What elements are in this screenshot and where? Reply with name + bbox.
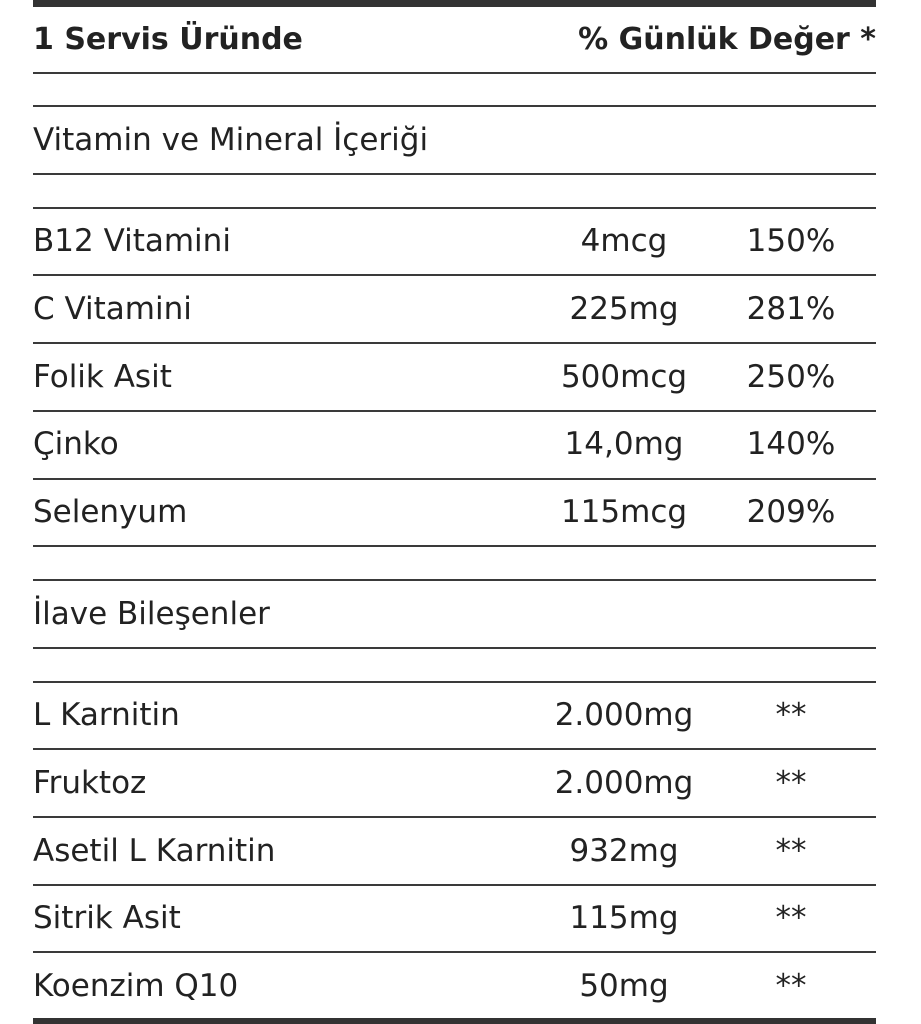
divider [33, 951, 876, 953]
ingredient-amount: 225mg [569, 291, 679, 327]
ingredient-amount: 932mg [569, 833, 679, 869]
ingredient-name: B12 Vitamini [33, 223, 231, 259]
divider [33, 274, 876, 276]
ingredient-name: Asetil L Karnitin [33, 833, 276, 869]
table-row [33, 347, 876, 407]
ingredient-name: Selenyum [33, 494, 188, 530]
ingredient-daily-value: ** [775, 833, 807, 869]
ingredient-daily-value: ** [775, 900, 807, 936]
ingredient-daily-value: ** [775, 968, 807, 1004]
divider [33, 579, 876, 581]
section-title-vitamins [33, 110, 876, 170]
ingredient-amount: 2.000mg [554, 765, 694, 801]
ingredient-daily-value: 209% [746, 494, 836, 530]
table-row [33, 414, 876, 474]
ingredient-amount: 14,0mg [564, 426, 684, 462]
table-row [33, 821, 876, 881]
ingredient-name: Fruktoz [33, 765, 147, 801]
ingredient-name: Sitrik Asit [33, 900, 181, 936]
section-title: Vitamin ve Mineral İçeriği [33, 122, 429, 158]
table-row [33, 956, 876, 1016]
divider [33, 207, 876, 209]
divider [33, 884, 876, 886]
divider [33, 173, 876, 175]
ingredient-amount: 500mcg [560, 359, 688, 395]
section-title-additional [33, 584, 876, 644]
ingredient-daily-value: 150% [746, 223, 836, 259]
ingredient-name: Folik Asit [33, 359, 172, 395]
supplement-facts-table [33, 0, 876, 1024]
bottom-bar [33, 1018, 876, 1024]
table-row [33, 685, 876, 745]
ingredient-name: L Karnitin [33, 697, 180, 733]
table-row [33, 753, 876, 813]
ingredient-daily-value: ** [775, 765, 807, 801]
divider [33, 748, 876, 750]
table-row [33, 888, 876, 948]
ingredient-amount: 115mg [569, 900, 679, 936]
divider [33, 410, 876, 412]
header-daily-value: % Günlük Değer * [578, 22, 876, 57]
divider [33, 478, 876, 480]
ingredient-daily-value: 281% [746, 291, 836, 327]
ingredient-amount: 4mcg [580, 223, 668, 259]
ingredient-name: C Vitamini [33, 291, 192, 327]
divider [33, 647, 876, 649]
top-bar [33, 0, 876, 7]
divider [33, 816, 876, 818]
table-row [33, 279, 876, 339]
section-title: İlave Bileşenler [33, 596, 270, 632]
divider [33, 105, 876, 107]
divider [33, 545, 876, 547]
ingredient-daily-value: 140% [746, 426, 836, 462]
header-serving: 1 Servis Üründe [33, 22, 303, 57]
ingredient-name: Koenzim Q10 [33, 968, 239, 1004]
ingredient-amount: 115mcg [560, 494, 688, 530]
ingredient-daily-value: ** [775, 697, 807, 733]
divider [33, 72, 876, 74]
ingredient-daily-value: 250% [746, 359, 836, 395]
divider [33, 681, 876, 683]
ingredient-name: Çinko [33, 426, 119, 462]
table-row [33, 211, 876, 271]
ingredient-amount: 50mg [579, 968, 669, 1004]
table-row [33, 482, 876, 542]
table-header [33, 10, 876, 70]
ingredient-amount: 2.000mg [554, 697, 694, 733]
divider [33, 342, 876, 344]
